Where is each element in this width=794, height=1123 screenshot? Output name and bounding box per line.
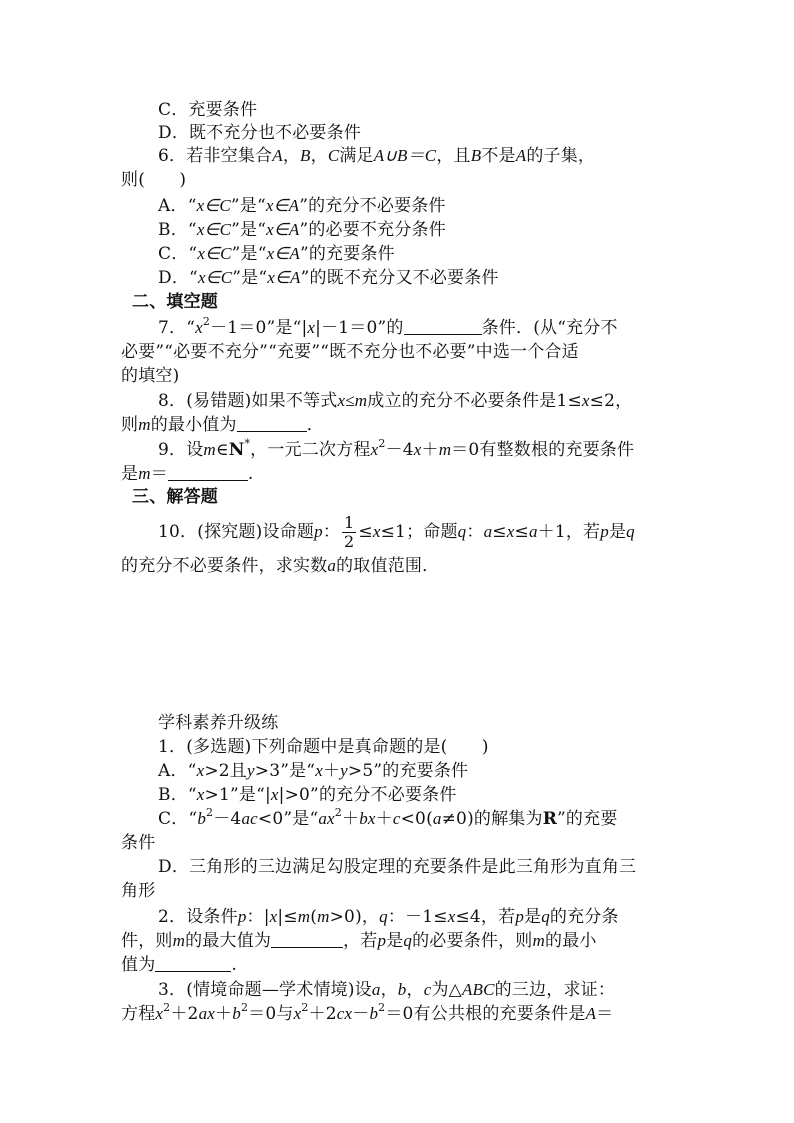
section-answer-title: 三、解答题 — [132, 487, 218, 507]
q8-answer-blank[interactable] — [237, 415, 307, 432]
u1-stem: 1．(多选题)下列命题中是真命题的是( ) — [158, 737, 489, 757]
q10-line2: 的充分不必要条件，求实数a的取值范围． — [121, 556, 440, 576]
q6-stem: 6．若非空集合A，B，C满足A∪B＝C，且B不是A的子集， — [158, 146, 596, 166]
q7-line3: 的填空) — [121, 366, 180, 386]
q5-option-d: D．既不充分也不必要条件 — [158, 123, 362, 143]
section-fill-in-title: 二、填空题 — [132, 292, 218, 312]
u1-option-b: B．“x>1”是“|x|>0”的充分不必要条件 — [158, 785, 457, 805]
u1-option-d: D．三角形的三边满足勾股定理的充要条件是此三角形为直角三 — [158, 857, 637, 877]
q7-line2: 必要”“必要不充分”“充要”“既不充分也不必要”中选一个合适 — [121, 342, 579, 362]
q6-option-b: B．“x∈C”是“x∈A”的必要不充分条件 — [158, 220, 446, 240]
q7-line1: 7．“$x^2-1=0$”是“|x|－1＝0”的 条件．(从“充分不 — [158, 315, 618, 338]
u2-line1: 2．设条件p：|x|≤m(m>0)，q：－1≤x≤4，若p是q的充分条 — [158, 907, 619, 927]
q10-line1: 10．(探究题)设命题p： $\frac{1}{2}$ ≤x≤1；命题q：a≤x≤a＋1，若p是q — [158, 513, 635, 551]
upgrade-section-title: 学科素养升级练 — [158, 713, 279, 733]
q9-answer-blank[interactable] — [168, 464, 248, 481]
u2-line2: 件，则m的最大值为 ，若p是q的必要条件，则m的最小 — [121, 931, 597, 951]
u2-line3: 值为 . — [121, 955, 238, 975]
q6-option-a: A．“x∈C”是“x∈A”的充分不必要条件 — [158, 196, 446, 216]
u1-option-d-line2: 角形 — [121, 881, 156, 901]
q8-line1: 8．(易错题)如果不等式x≤m成立的充分不必要条件是1≤x≤2， — [158, 391, 633, 411]
q9-line1: 9．设m∈N*，一元二次方程$x^2-4x+m=0$有整数根的充要条件 — [158, 437, 635, 460]
q7-answer-blank[interactable] — [404, 318, 482, 335]
fraction-one-half: $\frac{1}{2}$ — [344, 513, 355, 551]
q6-option-d: D．“x∈C”是“x∈A”的既不充分又不必要条件 — [158, 268, 499, 288]
q6-stem-line2: 则( ) — [121, 170, 187, 190]
u2-min-blank[interactable] — [155, 955, 231, 972]
q6-option-c: C．“x∈C”是“x∈A”的充要条件 — [158, 244, 395, 264]
q8-line2: 则m的最小值为 ． — [121, 415, 324, 435]
q5-option-c: C．充要条件 — [158, 100, 258, 120]
u3-line1: 3．(情境命题—学术情境)设a，b，c为△ABC的三边，求证： — [158, 980, 616, 1000]
q9-line2: 是m＝ . — [121, 464, 254, 484]
u2-max-blank[interactable] — [271, 931, 343, 948]
u1-option-a: A．“x>2且y>3”是“x＋y>5”的充要条件 — [158, 761, 469, 781]
u3-line2: 方程$x^2+2ax+b^2=0$与$x^2+2cx-b^2=0$有公共根的充要条件是A＝ — [121, 1001, 614, 1024]
u1-option-c: C．“$b^2-4ac<0$”是“$ax^2+bx+c<0(a\ne 0)$的解集为R”的充要 — [158, 806, 618, 829]
u1-option-c-line2: 条件 — [121, 833, 156, 853]
